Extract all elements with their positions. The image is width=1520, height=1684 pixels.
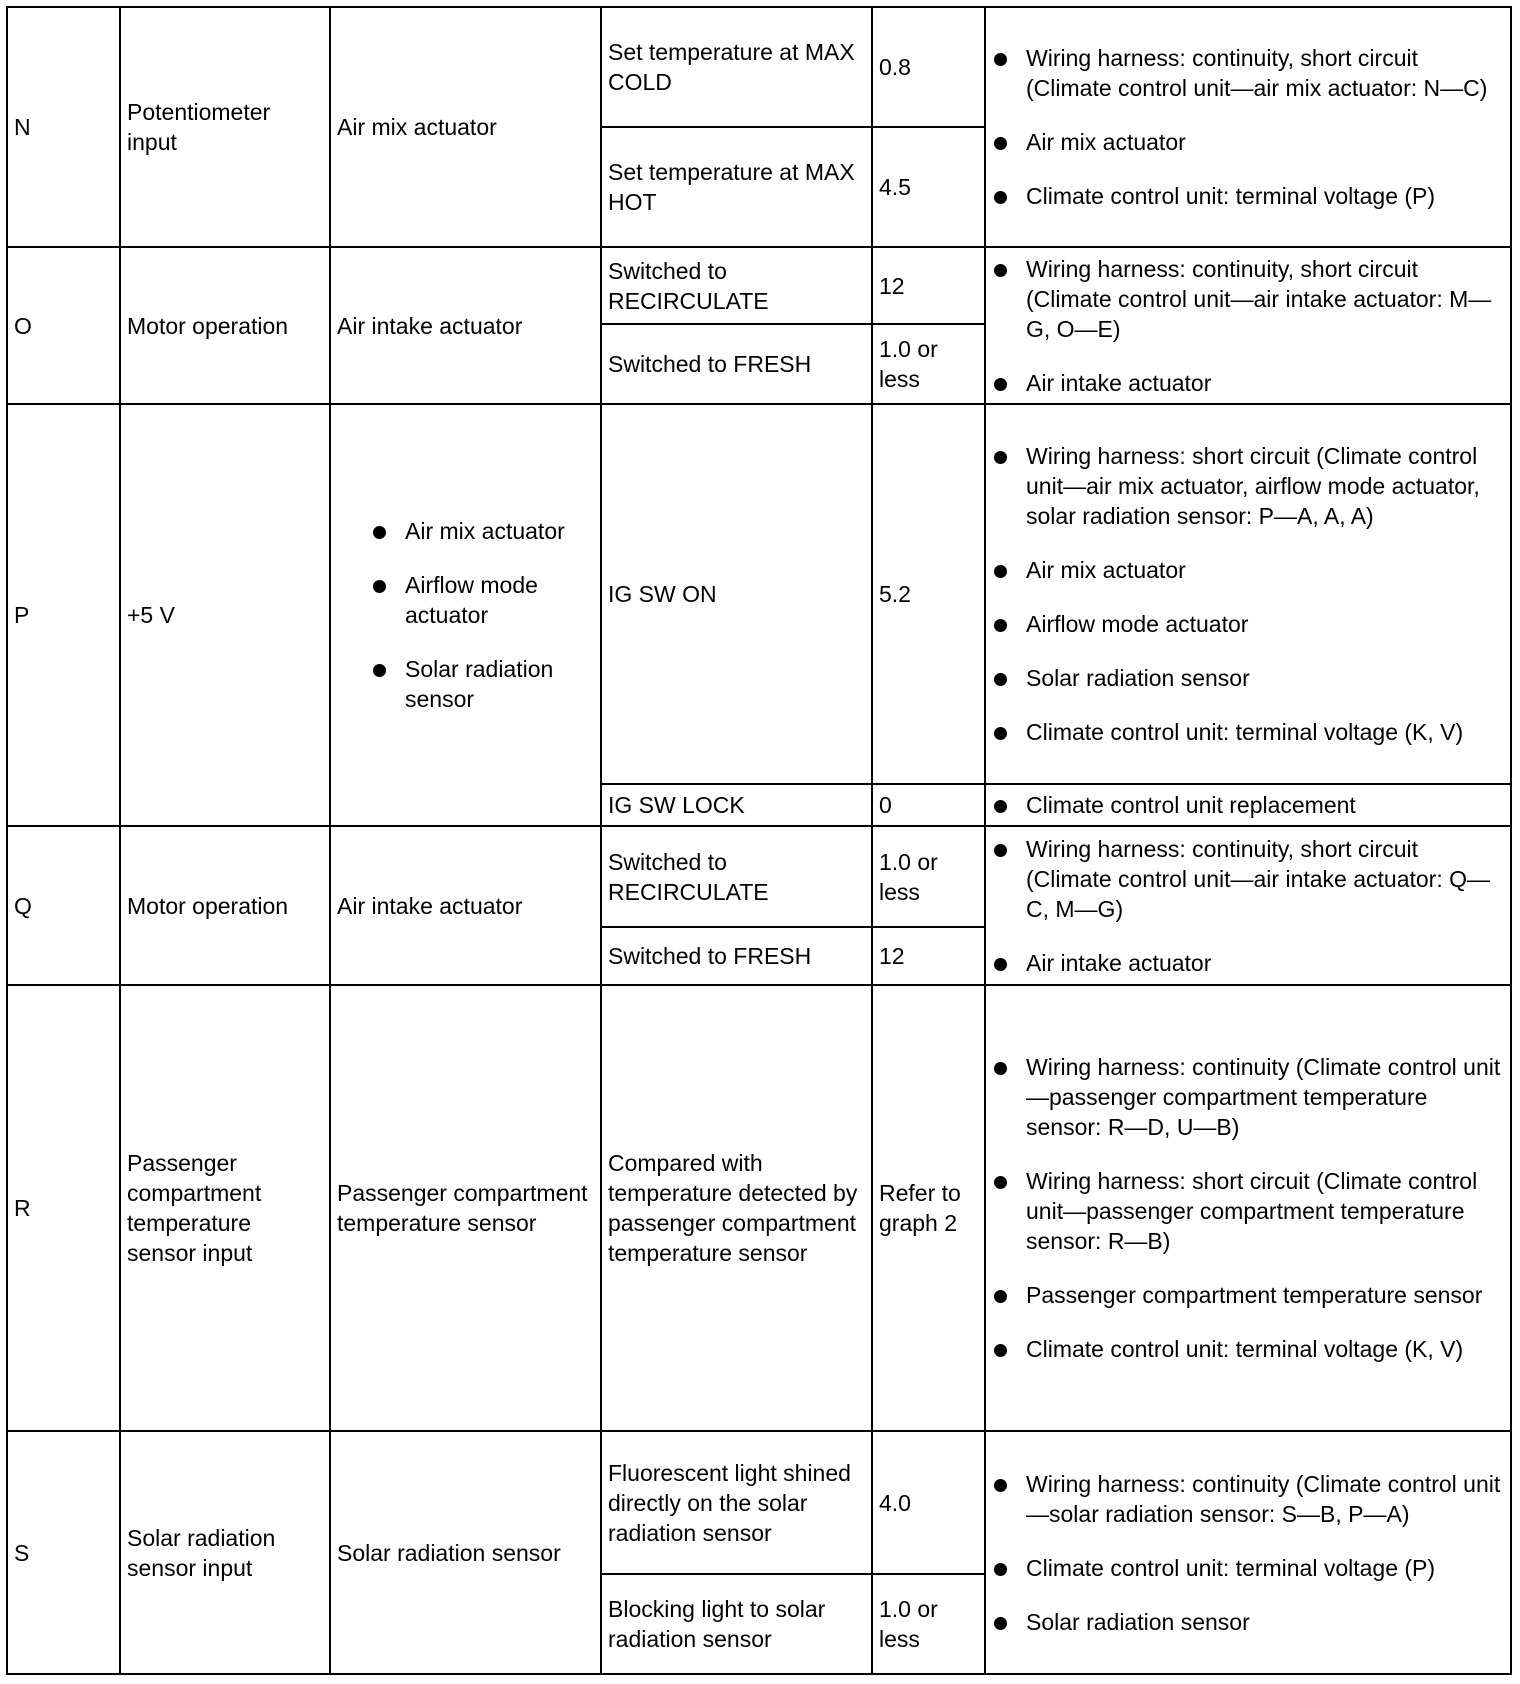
list-item: Air intake actuator (992, 368, 1504, 398)
voltage-cell: 4.5 (872, 127, 985, 247)
list-item: Wiring harness: continuity (Climate control unit—solar radiation sensor: S—B, P—A) (992, 1469, 1504, 1529)
signal-cell: Motor operation (120, 247, 330, 404)
list-item: Climate control unit: terminal voltage (K, V) (992, 717, 1504, 747)
check-cell (985, 404, 1511, 784)
voltage-cell: 5.2 (872, 404, 985, 784)
condition-cell: Set temperature at MAX HOT (601, 127, 872, 247)
condition-cell: Set temperature at MAX COLD (601, 7, 872, 127)
list-item: Solar radiation sensor (992, 1607, 1504, 1637)
condition-cell: Switched to RECIRCULATE (601, 826, 872, 927)
check-cell (985, 247, 1511, 404)
list-item: Airflow mode actuator (992, 609, 1504, 639)
table-row (7, 7, 1511, 127)
voltage-cell: 12 (872, 247, 985, 324)
list-item: Solar radiation sensor (992, 663, 1504, 693)
list-item: Climate control unit replacement (992, 790, 1504, 820)
voltage-cell: 1.0 or less (872, 826, 985, 927)
list-item: Wiring harness: continuity, short circuit (Climate control unit—air mix actuator: N—C) (992, 43, 1504, 103)
check-list (992, 441, 1504, 747)
voltage-cell: 12 (872, 927, 985, 985)
check-list (992, 254, 1504, 398)
voltage-cell: 4.0 (872, 1431, 985, 1574)
list-item: Wiring harness: continuity (Climate control unit—passenger compartment temperature sensor: R—D, U—B) (992, 1052, 1504, 1142)
signal-cell: Passenger compartment temperature sensor input (120, 985, 330, 1431)
voltage-cell: 1.0 or less (872, 324, 985, 404)
list-item: Solar radiation sensor (371, 654, 594, 714)
list-item: Air mix actuator (992, 555, 1504, 585)
terminal-cell: Q (7, 826, 120, 985)
device-cell: Air intake actuator (330, 247, 601, 404)
list-item: Climate control unit: terminal voltage (P) (992, 181, 1504, 211)
device-cell: Solar radiation sensor (330, 1431, 601, 1674)
check-list (992, 1469, 1504, 1637)
device-cell (330, 404, 601, 826)
signal-cell: +5 V (120, 404, 330, 826)
device-cell: Passenger compartment temperature sensor (330, 985, 601, 1431)
check-cell (985, 7, 1511, 247)
table-row (7, 1431, 1511, 1574)
table-row (7, 826, 1511, 927)
signal-cell: Solar radiation sensor input (120, 1431, 330, 1674)
table-row (7, 404, 1511, 784)
check-list (992, 43, 1504, 211)
table-row (7, 985, 1511, 1431)
check-cell (985, 1431, 1511, 1674)
device-cell: Air mix actuator (330, 7, 601, 247)
condition-cell: Switched to RECIRCULATE (601, 247, 872, 324)
signal-cell: Potentiometer input (120, 7, 330, 247)
condition-cell: Blocking light to solar radiation sensor (601, 1574, 872, 1674)
signal-cell: Motor operation (120, 826, 330, 985)
terminal-cell: P (7, 404, 120, 826)
list-item: Wiring harness: continuity, short circuit (Climate control unit—air intake actuator: M—G, O—E) (992, 254, 1504, 344)
terminal-cell: O (7, 247, 120, 404)
condition-cell: Switched to FRESH (601, 324, 872, 404)
condition-cell: Switched to FRESH (601, 927, 872, 985)
list-item: Air mix actuator (371, 516, 594, 546)
condition-cell: IG SW ON (601, 404, 872, 784)
check-list (992, 1052, 1504, 1364)
condition-cell: IG SW LOCK (601, 784, 872, 826)
terminal-cell: R (7, 985, 120, 1431)
table-row (7, 247, 1511, 324)
voltage-cell: 0 (872, 784, 985, 826)
terminal-inspection-table (6, 6, 1512, 1675)
list-item: Wiring harness: short circuit (Climate control unit—air mix actuator, airflow mode actuator, solar radiation sensor: P—A, A, A) (992, 441, 1504, 531)
voltage-cell: 1.0 or less (872, 1574, 985, 1674)
check-cell (985, 826, 1511, 985)
list-item: Air intake actuator (992, 948, 1504, 978)
check-list (992, 834, 1504, 978)
terminal-cell: S (7, 1431, 120, 1674)
check-cell (985, 985, 1511, 1431)
voltage-cell: 0.8 (872, 7, 985, 127)
terminal-cell: N (7, 7, 120, 247)
device-list (371, 516, 594, 714)
list-item: Air mix actuator (992, 127, 1504, 157)
specification-sheet (6, 6, 1512, 1675)
list-item: Passenger compartment temperature sensor (992, 1280, 1504, 1310)
list-item: Airflow mode actuator (371, 570, 594, 630)
check-cell (985, 784, 1511, 826)
check-list (992, 790, 1504, 820)
list-item: Climate control unit: terminal voltage (P) (992, 1553, 1504, 1583)
condition-cell: Compared with temperature detected by passenger compartment temperature sensor (601, 985, 872, 1431)
list-item: Wiring harness: short circuit (Climate control unit—passenger compartment temperature sensor: R—B) (992, 1166, 1504, 1256)
condition-cell: Fluorescent light shined directly on the solar radiation sensor (601, 1431, 872, 1574)
list-item: Climate control unit: terminal voltage (K, V) (992, 1334, 1504, 1364)
device-cell: Air intake actuator (330, 826, 601, 985)
list-item: Wiring harness: continuity, short circuit (Climate control unit—air intake actuator: Q—C, M—G) (992, 834, 1504, 924)
voltage-cell: Refer to graph 2 (872, 985, 985, 1431)
